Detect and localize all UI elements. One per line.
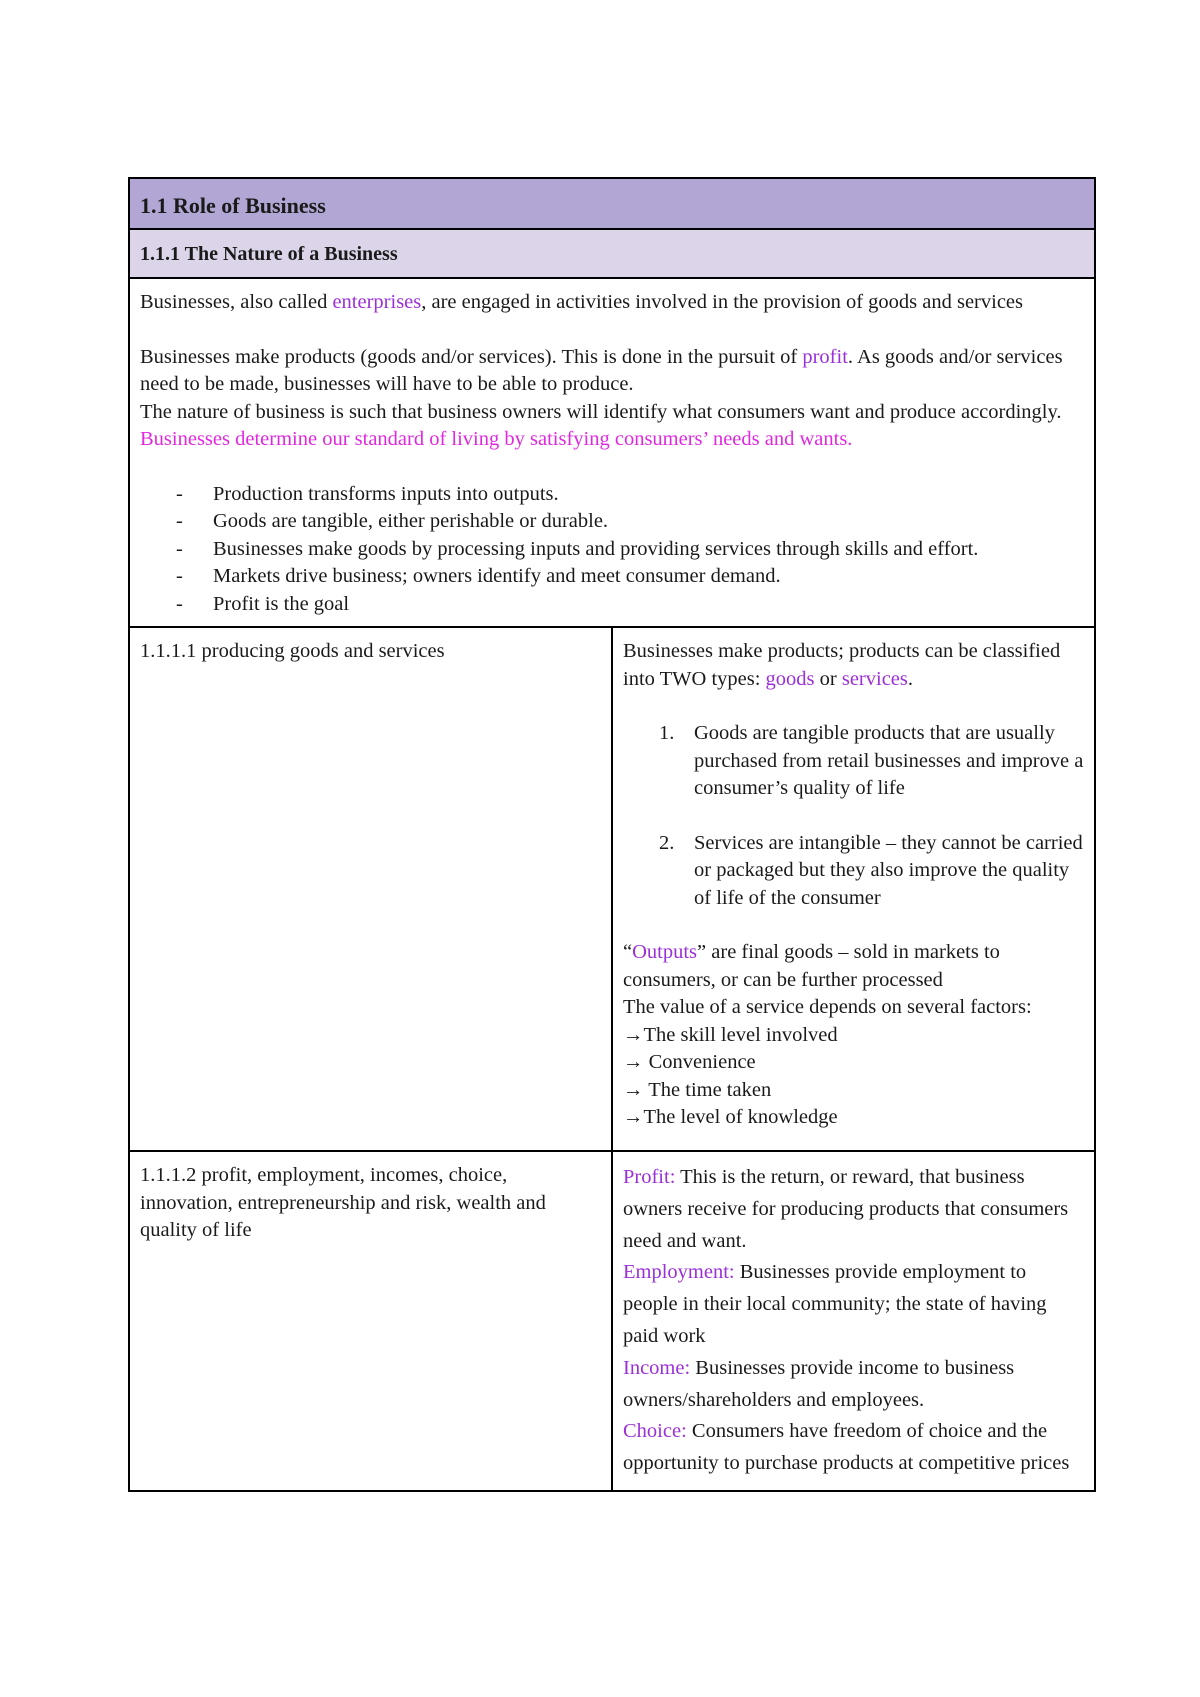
profit-content-cell — [612, 1151, 1095, 1491]
profit-label-cell: 1.1.1.2 profit, employment, incomes, choice, innovation, entrepreneurship and risk, wealth and quality of life — [129, 1151, 612, 1491]
term-outputs: Outputs — [632, 941, 698, 963]
term-profit: profit — [802, 345, 848, 368]
income-entry: Income: Businesses provide income to business owners/shareholders and employees. — [623, 1356, 1015, 1411]
list-item: - Markets drive business; owners identify and meet consumer demand. — [176, 565, 781, 587]
highlight-standard-of-living: Businesses determine our standard of living by satisfying consumers’ needs and wants. — [140, 428, 853, 450]
subsection-title: 1.1.1 The Nature of a Business — [129, 229, 1095, 278]
intro-paragraph-2: Businesses make products (goods and/or services). This is done in the pursuit of profit. As goods and/or services need to be made, businesses will have to be able to produce. — [140, 345, 1063, 395]
section-title: 1.1 Role of Business — [129, 178, 1095, 229]
list-item: - Goods are tangible, either perishable or durable. — [176, 510, 609, 532]
list-item: 1. Goods are tangible products that are usually purchased from retail businesses and improve a consumer’s quality of life — [659, 722, 1084, 799]
producing-lead: Businesses make products; products can be classified into TWO types: goods or services. — [623, 640, 1061, 690]
term-enterprises: enterprises — [332, 291, 422, 313]
intro-paragraph-3: The nature of business is such that business owners will identify what consumers want and produce accordingly. Businesses determine our standard of living by satisfying consumers’ needs and wants. — [140, 400, 1062, 450]
factor-item: → Convenience — [623, 1051, 756, 1073]
term-income: Income: — [623, 1356, 691, 1379]
content-table — [128, 177, 1096, 1492]
factor-item: →The level of knowledge — [623, 1106, 838, 1128]
producing-label-cell: 1.1.1.1 producing goods and services — [129, 627, 612, 1151]
term-employment: Employment: — [623, 1261, 735, 1284]
term-goods: goods — [765, 667, 815, 690]
list-item: - Businesses make goods by processing inputs and providing services through skills and effort. — [176, 537, 979, 560]
product-types-list — [623, 720, 1084, 912]
outputs-definition: “Outputs” are final goods – sold in markets to consumers, or can be further processed — [623, 941, 1000, 991]
intro-cell — [129, 278, 1095, 627]
term-choice: Choice: — [623, 1420, 687, 1443]
term-services: services — [841, 667, 908, 690]
intro-bullet-list — [140, 481, 1084, 619]
list-item: - Profit is the goal — [176, 592, 350, 615]
profit-entry: Profit: This is the return, or reward, that business owners receive for producing products that consumers need and want. — [623, 1166, 1069, 1252]
value-lead: The value of a service depends on several factors: — [623, 996, 1032, 1018]
term-profit-label: Profit: — [623, 1166, 676, 1188]
list-item: 2. Services are intangible – they cannot be carried or packaged but they also improve the quality of life of the consumer — [659, 831, 1083, 909]
producing-content-cell — [612, 627, 1095, 1151]
factor-item: →The skill level involved — [623, 1023, 838, 1046]
factor-item: → The time taken — [623, 1078, 772, 1101]
choice-entry: Choice: Consumers have freedom of choice and the opportunity to purchase products at competitive prices — [623, 1420, 1070, 1475]
employment-entry: Employment: Businesses provide employment to people in their local community; the state of having paid work — [623, 1261, 1047, 1347]
intro-paragraph-1: Businesses, also called enterprises, are engaged in activities involved in the provision of goods and services — [140, 291, 1023, 313]
list-item: - Production transforms inputs into outputs. — [176, 482, 559, 505]
